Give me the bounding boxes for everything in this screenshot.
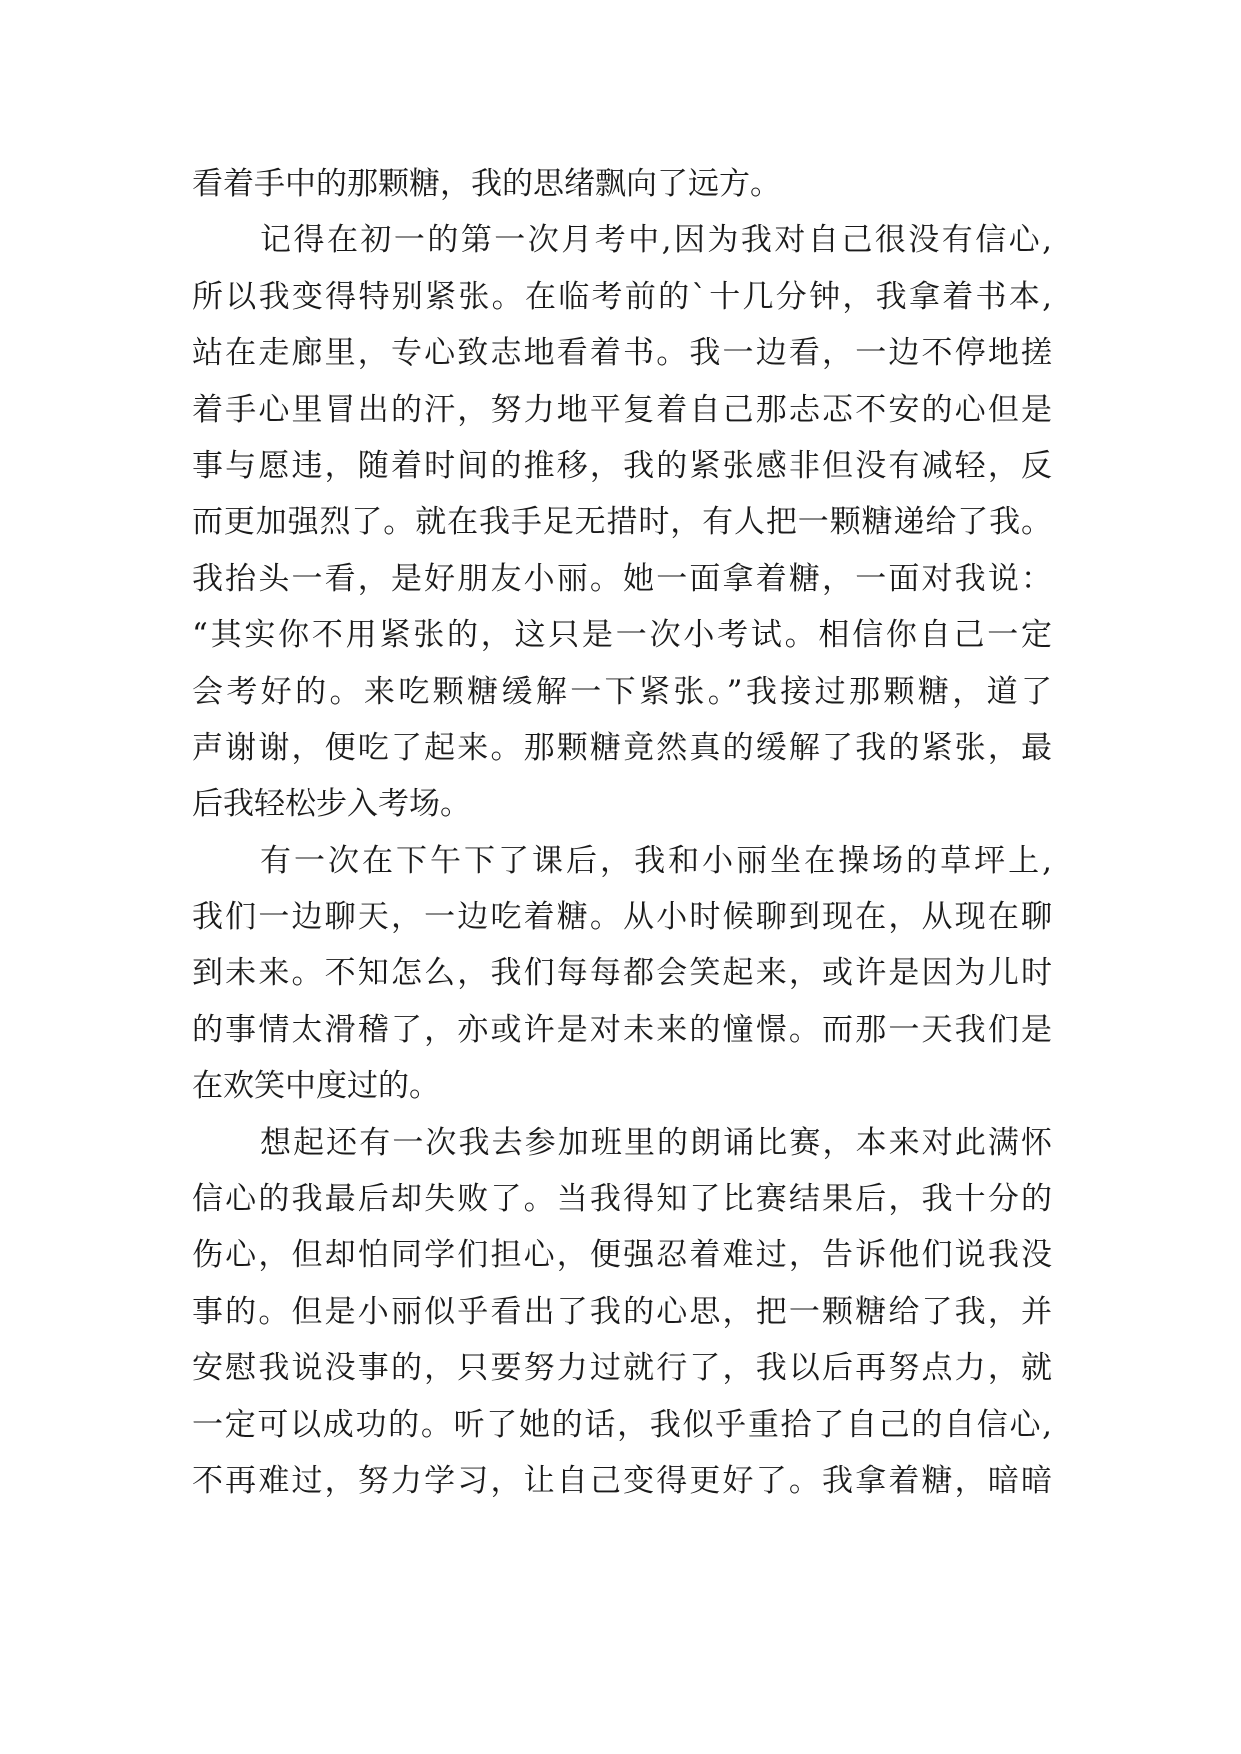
text-line-18: 想起还有一次我去参加班里的朗诵比赛，本来对此满怀 bbox=[260, 1124, 1052, 1161]
text-line-4: 站在走廊里，专心致志地看着书。我一边看，一边不停地搓 bbox=[192, 335, 1052, 372]
text-line-6: 事与愿违，随着时间的推移，我的紧张感非但没有减轻，反 bbox=[192, 447, 1052, 484]
text-line-5: 着手心里冒出的汗，努力地平复着自己那忐忑不安的心但是 bbox=[192, 391, 1052, 428]
text-line-15: 到未来。不知怎么，我们每每都会笑起来，或许是因为儿时 bbox=[192, 955, 1052, 992]
text-line-1: 看着手中的那颗糖，我的思绪飘向了远方。 bbox=[192, 166, 781, 202]
text-line-21: 事的。但是小丽似乎看出了我的心思，把一颗糖给了我，并 bbox=[192, 1293, 1052, 1330]
text-line-12: 后我轻松步入考场。 bbox=[192, 786, 471, 823]
text-line-11: 声谢谢，便吃了起来。那颗糖竟然真的缓解了我的紧张，最 bbox=[192, 729, 1052, 766]
text-line-10: 会考好的。来吃颗糖缓解一下紧张。”我接过那颗糖，道了 bbox=[192, 673, 1052, 710]
text-line-14: 我们一边聊天，一边吃着糖。从小时候聊到现在，从现在聊 bbox=[192, 899, 1052, 936]
text-line-7: 而更加强烈了。就在我手足无措时，有人把一颗糖递给了我。 bbox=[192, 504, 1052, 541]
text-line-8: 我抬头一看，是好朋友小丽。她一面拿着糖，一面对我说： bbox=[192, 560, 1052, 597]
document-body bbox=[192, 156, 1052, 1509]
text-line-20: 伤心，但却怕同学们担心，便强忍着难过，告诉他们说我没 bbox=[192, 1237, 1052, 1274]
text-line-19: 信心的我最后却失败了。当我得知了比赛结果后，我十分的 bbox=[192, 1181, 1052, 1218]
text-line-17: 在欢笑中度过的。 bbox=[192, 1068, 440, 1105]
text-line-13: 有一次在下午下了课后，我和小丽坐在操场的草坪上, bbox=[260, 842, 1052, 879]
text-line-23: 一定可以成功的。听了她的话，我似乎重拾了自己的自信心, bbox=[192, 1406, 1052, 1443]
text-line-3: 所以我变得特别紧张。在临考前的`十几分钟，我拿着书本, bbox=[192, 278, 1052, 315]
text-line-16: 的事情太滑稽了，亦或许是对未来的憧憬。而那一天我们是 bbox=[192, 1011, 1052, 1048]
text-line-9: “其实你不用紧张的，这只是一次小考试。相信你自己一定 bbox=[192, 617, 1052, 654]
text-line-2: 记得在初一的第一次月考中,因为我对自己很没有信心, bbox=[260, 222, 1052, 259]
text-line-24: 不再难过，努力学习，让自己变得更好了。我拿着糖，暗暗 bbox=[192, 1462, 1052, 1499]
text-line-22: 安慰我说没事的，只要努力过就行了，我以后再努点力，就 bbox=[192, 1350, 1052, 1387]
